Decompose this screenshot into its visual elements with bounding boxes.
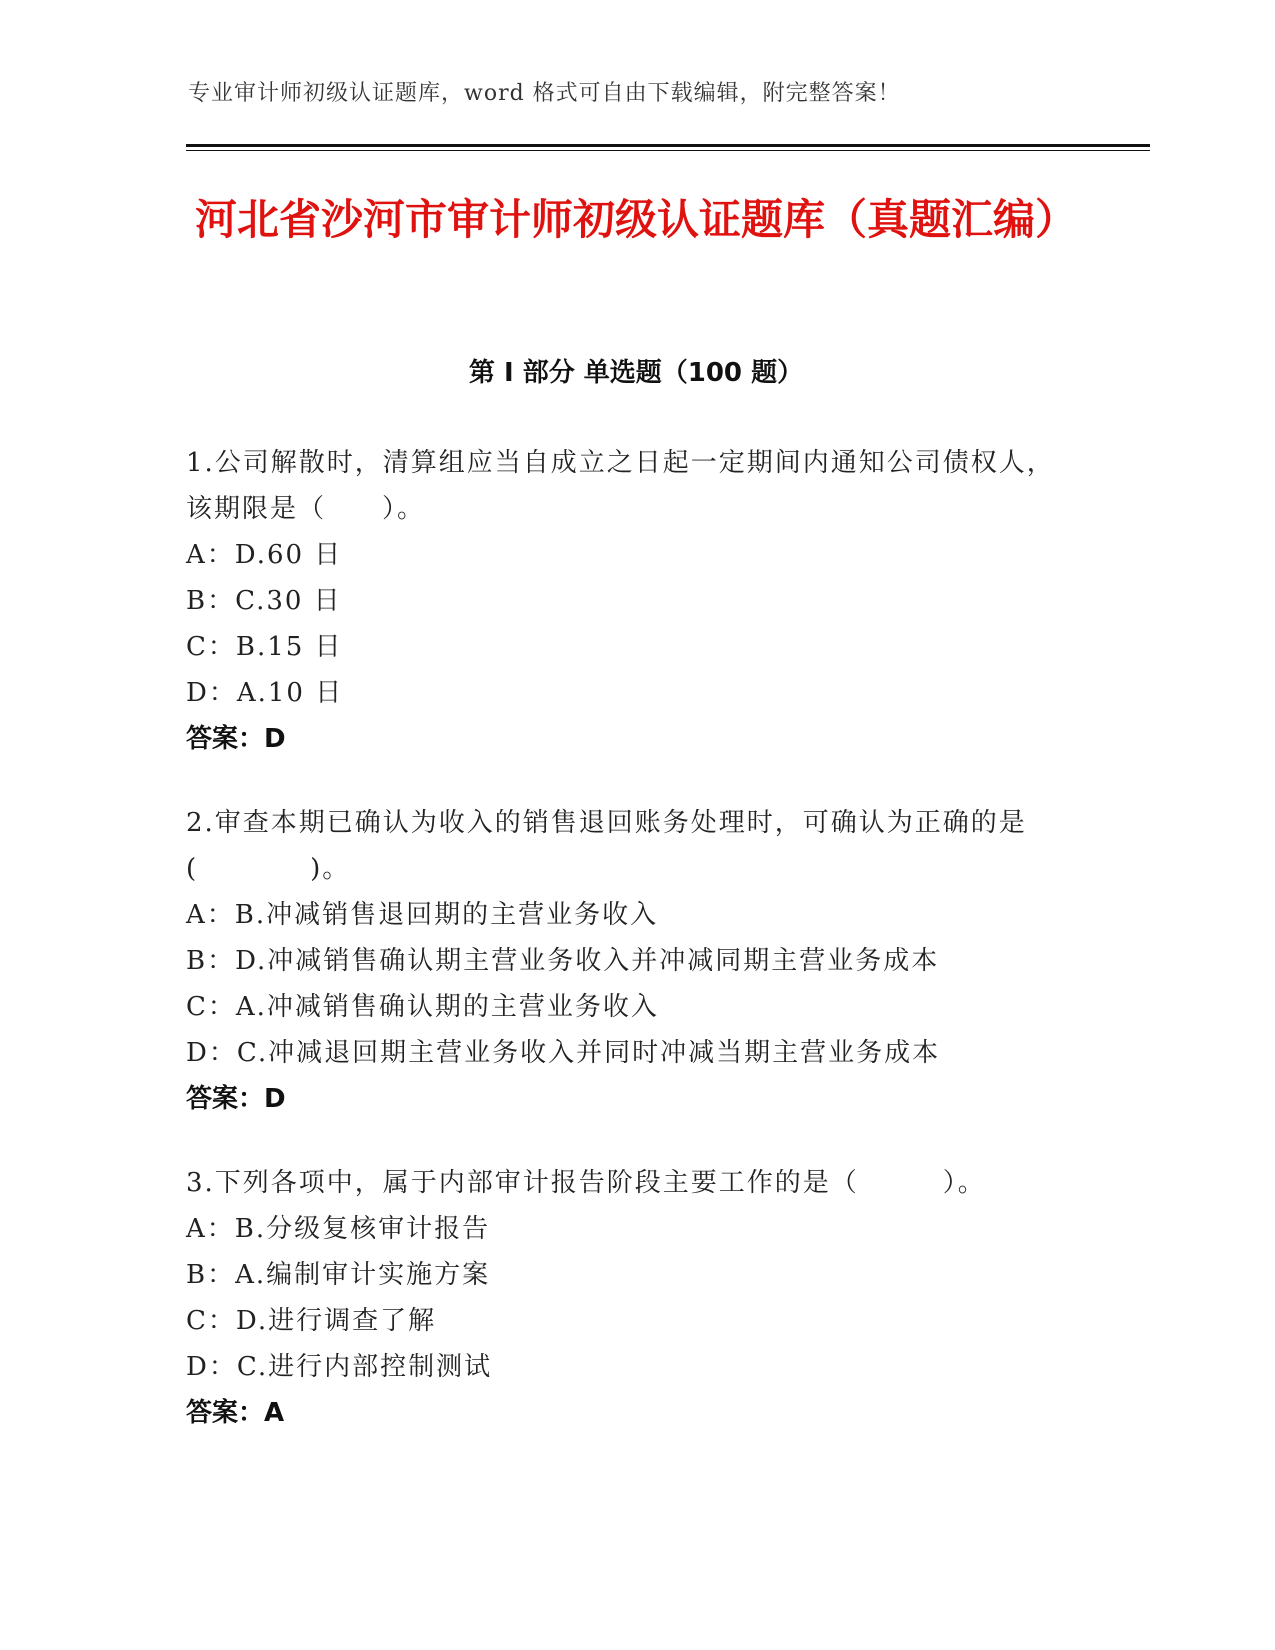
option-b: B：A.编制审计实施方案 (186, 1260, 491, 1290)
header-rule-thick (186, 144, 1150, 147)
option-b: B：C.30 日 (186, 586, 342, 616)
question-2 (186, 800, 1066, 1122)
answer: 答案：A (186, 1398, 285, 1428)
option-a: A：B.分级复核审计报告 (186, 1214, 491, 1244)
question-1 (186, 440, 1066, 762)
answer: 答案：D (186, 724, 286, 754)
option-d: D：C.冲减退回期主营业务收入并同时冲减当期主营业务成本 (186, 1038, 941, 1068)
header-rule-thin (186, 150, 1150, 151)
option-d: D：C.进行内部控制测试 (186, 1352, 493, 1382)
option-c: C：A.冲减销售确认期的主营业务收入 (186, 992, 659, 1022)
question-stem: 2.审查本期已确认为收入的销售退回账务处理时，可确认为正确的是( )。 (186, 808, 1027, 884)
option-d: D：A.10 日 (186, 678, 344, 708)
option-c: C：B.15 日 (186, 632, 343, 662)
answer: 答案：D (186, 1084, 286, 1114)
header-note: 专业审计师初级认证题库，word 格式可自由下载编辑，附完整答案！ (188, 81, 901, 106)
option-a: A：B.冲减销售退回期的主营业务收入 (186, 900, 659, 930)
option-a: A：D.60 日 (186, 540, 343, 570)
question-stem: 3.下列各项中，属于内部审计报告阶段主要工作的是（ ）。 (186, 1168, 986, 1198)
option-c: C：D.进行调查了解 (186, 1306, 437, 1336)
question-stem: 1.公司解散时，清算组应当自成立之日起一定期间内通知公司债权人，该期限是（ ）。 (186, 448, 1055, 524)
document-title: 河北省沙河市审计师初级认证题库（真题汇编） (194, 195, 1077, 244)
section-title: 第 I 部分 单选题（100 题） (468, 358, 804, 388)
option-b: B：D.冲减销售确认期主营业务收入并冲减同期主营业务成本 (186, 946, 940, 976)
question-3 (186, 1160, 1066, 1436)
